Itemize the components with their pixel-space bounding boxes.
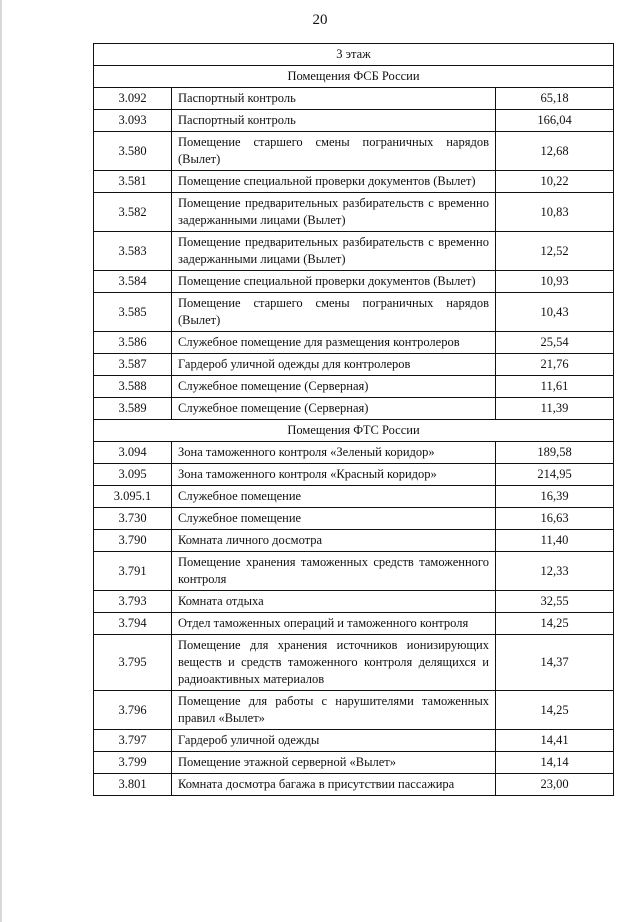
room-name: Помещение специальной проверки документов (Вылет): [172, 171, 496, 193]
room-area: 10,83: [496, 193, 614, 232]
room-number: 3.582: [94, 193, 172, 232]
table-row: [94, 271, 614, 293]
room-name: Гардероб уличной одежды: [172, 730, 496, 752]
room-area: 12,33: [496, 552, 614, 591]
room-name: Служебное помещение: [172, 508, 496, 530]
table-row: [94, 591, 614, 613]
room-number: 3.790: [94, 530, 172, 552]
room-number: 3.580: [94, 132, 172, 171]
room-area: 25,54: [496, 332, 614, 354]
table-row: [94, 193, 614, 232]
table-row: [94, 110, 614, 132]
room-name: Паспортный контроль: [172, 110, 496, 132]
table-row: [94, 354, 614, 376]
room-area: 189,58: [496, 442, 614, 464]
table-row: [94, 691, 614, 730]
table-row: [94, 332, 614, 354]
room-area: 14,25: [496, 613, 614, 635]
room-number: 3.092: [94, 88, 172, 110]
room-number: 3.583: [94, 232, 172, 271]
room-name: Помещение хранения таможенных средств таможенного контроля: [172, 552, 496, 591]
room-name: Помещение предварительных разбирательств с временно задержанными лицами (Вылет): [172, 232, 496, 271]
room-area: 16,63: [496, 508, 614, 530]
room-area: 10,43: [496, 293, 614, 332]
room-name: Помещение для хранения источников ионизирующих веществ и средств таможенного контроля делящихся и радиоактивных материалов: [172, 635, 496, 691]
room-number: 3.796: [94, 691, 172, 730]
table-row: [94, 398, 614, 420]
table-row: [94, 88, 614, 110]
room-name: Помещение для работы с нарушителями таможенных правил «Вылет»: [172, 691, 496, 730]
table-row: [94, 171, 614, 193]
table-row: [94, 442, 614, 464]
room-area: 10,22: [496, 171, 614, 193]
scan-edge: [0, 0, 2, 922]
section-header-row: [94, 66, 614, 88]
room-name: Отдел таможенных операций и таможенного контроля: [172, 613, 496, 635]
room-number: 3.094: [94, 442, 172, 464]
room-number: 3.587: [94, 354, 172, 376]
table-row: [94, 774, 614, 796]
room-name: Помещение старшего смены пограничных нарядов (Вылет): [172, 293, 496, 332]
room-name: Гардероб уличной одежды для контролеров: [172, 354, 496, 376]
table-row: [94, 508, 614, 530]
floor-header-row: [94, 44, 614, 66]
table-row: [94, 464, 614, 486]
room-name: Комната отдыха: [172, 591, 496, 613]
room-number: 3.791: [94, 552, 172, 591]
room-area: 10,93: [496, 271, 614, 293]
room-area: 32,55: [496, 591, 614, 613]
room-name: Помещение специальной проверки документов (Вылет): [172, 271, 496, 293]
room-number: 3.095.1: [94, 486, 172, 508]
room-name: Комната досмотра багажа в присутствии пассажира: [172, 774, 496, 796]
room-name: Помещение старшего смены пограничных нарядов (Вылет): [172, 132, 496, 171]
room-name: Паспортный контроль: [172, 88, 496, 110]
table-row: [94, 552, 614, 591]
room-number: 3.793: [94, 591, 172, 613]
room-number: 3.801: [94, 774, 172, 796]
room-number: 3.730: [94, 508, 172, 530]
room-number: 3.581: [94, 171, 172, 193]
room-area: 12,68: [496, 132, 614, 171]
room-area: 14,41: [496, 730, 614, 752]
room-number: 3.795: [94, 635, 172, 691]
room-number: 3.797: [94, 730, 172, 752]
room-number: 3.584: [94, 271, 172, 293]
floor-title: 3 этаж: [94, 44, 614, 66]
room-name: Служебное помещение (Серверная): [172, 398, 496, 420]
section-title: Помещения ФСБ России: [94, 66, 614, 88]
room-number: 3.588: [94, 376, 172, 398]
page-number: 20: [312, 12, 328, 28]
room-name: Служебное помещение для размещения контролеров: [172, 332, 496, 354]
room-number: 3.095: [94, 464, 172, 486]
table-row: [94, 530, 614, 552]
table-row: [94, 132, 614, 171]
room-name: Помещение этажной серверной «Вылет»: [172, 752, 496, 774]
table-row: [94, 730, 614, 752]
room-area: 166,04: [496, 110, 614, 132]
room-number: 3.794: [94, 613, 172, 635]
table-row: [94, 752, 614, 774]
table-row: [94, 635, 614, 691]
room-area: 11,40: [496, 530, 614, 552]
room-area: 16,39: [496, 486, 614, 508]
rooms-table: [93, 43, 614, 796]
table-row: [94, 376, 614, 398]
table-row: [94, 486, 614, 508]
room-area: 23,00: [496, 774, 614, 796]
room-number: 3.585: [94, 293, 172, 332]
room-name: Помещение предварительных разбирательств с временно задержанными лицами (Вылет): [172, 193, 496, 232]
room-area: 214,95: [496, 464, 614, 486]
table-row: [94, 293, 614, 332]
room-name: Служебное помещение (Серверная): [172, 376, 496, 398]
room-area: 12,52: [496, 232, 614, 271]
room-name: Комната личного досмотра: [172, 530, 496, 552]
room-number: 3.589: [94, 398, 172, 420]
room-area: 11,61: [496, 376, 614, 398]
room-name: Служебное помещение: [172, 486, 496, 508]
section-title: Помещения ФТС России: [94, 420, 614, 442]
room-name: Зона таможенного контроля «Красный коридор»: [172, 464, 496, 486]
table-row: [94, 232, 614, 271]
room-area: 65,18: [496, 88, 614, 110]
room-area: 11,39: [496, 398, 614, 420]
room-area: 14,37: [496, 635, 614, 691]
room-area: 14,25: [496, 691, 614, 730]
room-number: 3.799: [94, 752, 172, 774]
rooms-table-body: [94, 44, 614, 796]
room-number: 3.586: [94, 332, 172, 354]
room-name: Зона таможенного контроля «Зеленый коридор»: [172, 442, 496, 464]
room-area: 21,76: [496, 354, 614, 376]
table-row: [94, 613, 614, 635]
room-number: 3.093: [94, 110, 172, 132]
section-header-row: [94, 420, 614, 442]
room-area: 14,14: [496, 752, 614, 774]
